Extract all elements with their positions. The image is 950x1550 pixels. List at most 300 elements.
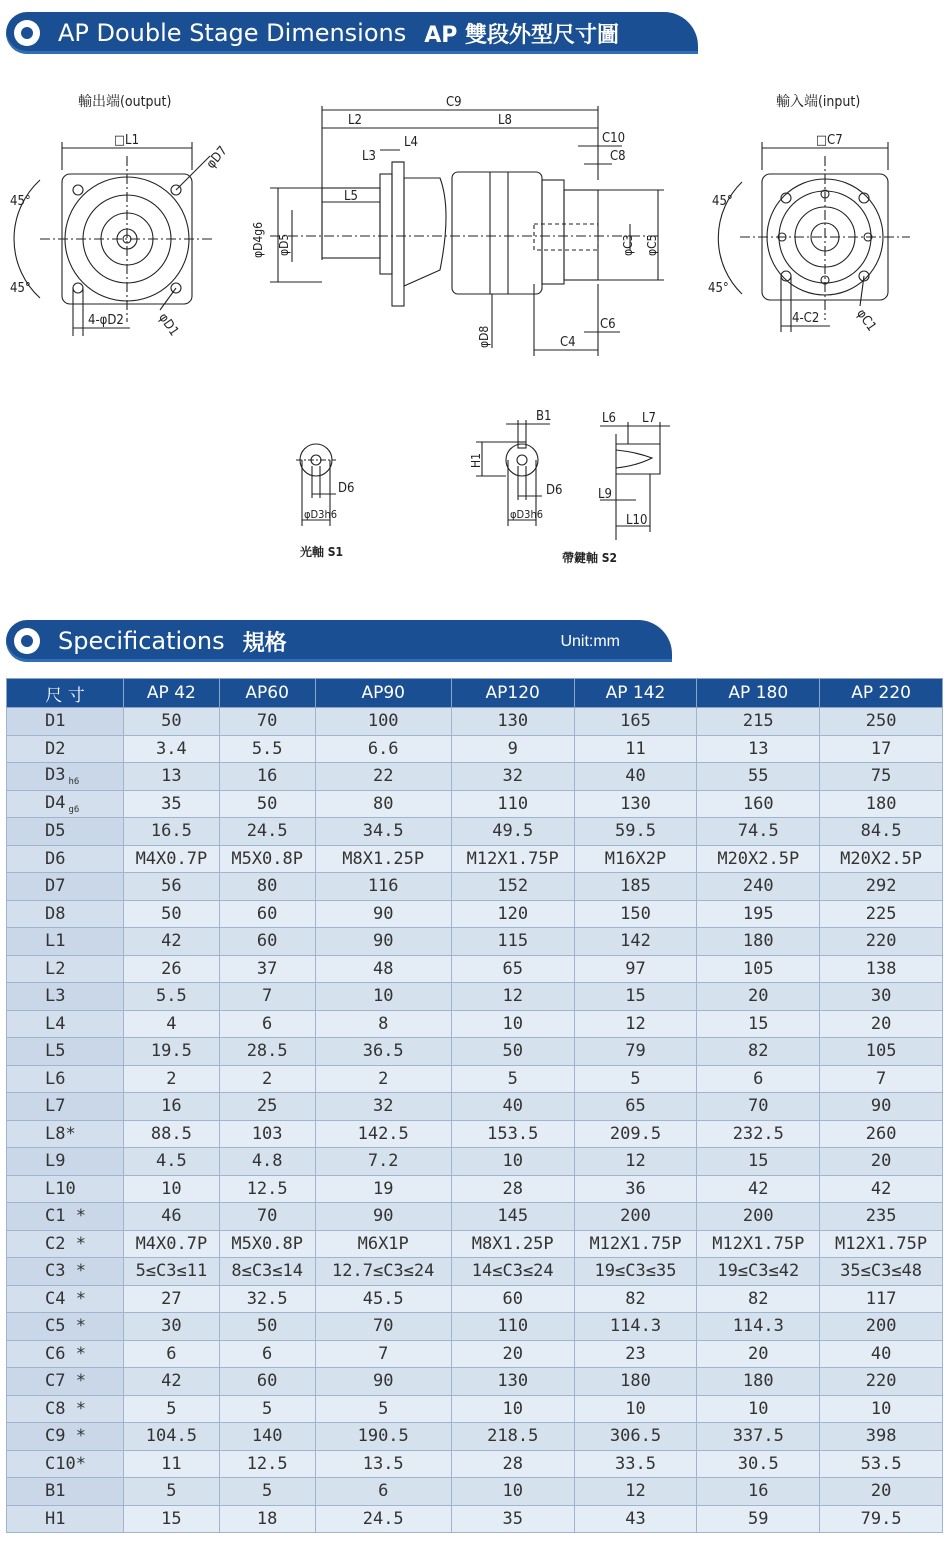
row-label-cell [7,1175,124,1203]
table-cell: M8X1.25P [451,1230,574,1258]
table-cell: 5 [219,1478,315,1506]
table-cell: M16X2P [574,845,697,873]
table-row [7,1478,943,1506]
table-cell: 42 [697,1175,820,1203]
table-row [7,1340,943,1368]
table-cell: 5 [315,1395,451,1423]
table-cell: 4.8 [219,1148,315,1176]
table-cell: 28 [451,1175,574,1203]
table-row [7,1148,943,1176]
table-cell: 10 [574,1395,697,1423]
table-cell: M8X1.25P [315,845,451,873]
table-cell: 10 [820,1395,943,1423]
table-cell: 10 [451,1010,574,1038]
table-row [7,790,943,818]
table-cell: 70 [219,708,315,736]
table-cell: 35 [451,1505,574,1533]
dim-l9: L9 [598,487,612,502]
table-cell: 40 [820,1340,943,1368]
row-label: L8* [45,1123,76,1144]
table-cell: 180 [574,1368,697,1396]
table-cell: 60 [451,1285,574,1313]
table-cell: 20 [820,1148,943,1176]
table-cell: 115 [451,928,574,956]
specifications-title-zh: 規格 [242,630,287,656]
table-cell: 25 [219,1093,315,1121]
row-label: L7 [45,1096,66,1117]
table-cell: 398 [820,1423,943,1451]
dim-c1: φC1 [853,306,879,335]
table-cell: 90 [315,900,451,928]
table-cell: 30 [820,983,943,1011]
table-cell: 40 [574,763,697,791]
dim-d8: φD8 [477,325,491,348]
table-row [7,1065,943,1093]
column-header: AP 42 [124,679,220,708]
table-cell: 220 [820,1368,943,1396]
table-cell: 8 [315,1010,451,1038]
table-cell: 103 [219,1120,315,1148]
table-cell: 55 [697,763,820,791]
table-cell: 20 [697,983,820,1011]
table-cell: 17 [820,735,943,763]
table-row [7,708,943,736]
table-cell: 35 [124,790,220,818]
table-cell: 27 [124,1285,220,1313]
dim-l10: L10 [626,513,648,528]
table-cell: 36 [574,1175,697,1203]
table-cell: 140 [219,1423,315,1451]
table-cell: 70 [697,1093,820,1121]
row-label-cell [7,983,124,1011]
table-cell: 59 [697,1505,820,1533]
table-cell: 20 [820,1010,943,1038]
row-label: L6 [45,1068,66,1089]
table-cell: M20X2.5P [820,845,943,873]
dimensions-title-zh: AP 雙段外型尺寸圖 [424,22,620,48]
dim-d4: φD4g6 [251,221,265,258]
table-cell: 22 [315,763,451,791]
row-label-cell [7,873,124,901]
table-cell: 6 [219,1340,315,1368]
table-cell: 114.3 [697,1313,820,1341]
shaft-s2-section [598,411,670,540]
row-label-cell [7,1230,124,1258]
table-cell: 292 [820,873,943,901]
table-cell: 36.5 [315,1038,451,1066]
table-cell: 24.5 [219,818,315,846]
table-cell: 34.5 [315,818,451,846]
table-cell: 15 [124,1505,220,1533]
row-label-cell [7,1093,124,1121]
row-label: L10 [45,1178,76,1199]
row-label-cell [7,1285,124,1313]
table-cell: 75 [820,763,943,791]
shaft-s1-view [296,444,354,559]
input-label: 輸入端(input) [776,94,861,110]
dim-d1: φD1 [155,310,182,339]
column-header: AP 180 [697,679,820,708]
table-row [7,900,943,928]
table-row [7,1395,943,1423]
table-cell: 90 [315,1368,451,1396]
dim-d6-s1: D6 [338,481,355,496]
table-cell: 28 [451,1450,574,1478]
table-cell: 20 [451,1340,574,1368]
table-cell: 19.5 [124,1038,220,1066]
table-cell: 105 [697,955,820,983]
column-header: AP60 [219,679,315,708]
table-row [7,983,943,1011]
table-cell: 6 [124,1340,220,1368]
table-cell: 6.6 [315,735,451,763]
row-label-cell [7,955,124,983]
table-cell: 138 [820,955,943,983]
table-cell: 7 [315,1340,451,1368]
row-label: D2 [45,738,66,759]
table-cell: 12.7≤C3≤24 [315,1258,451,1286]
table-cell: 153.5 [451,1120,574,1148]
row-label-cell [7,1148,124,1176]
table-cell: 79 [574,1038,697,1066]
table-cell: 180 [697,928,820,956]
row-label-cell [7,1313,124,1341]
angle-input-top: 45° [712,194,733,209]
table-cell: M12X1.75P [451,845,574,873]
table-cell: 5 [124,1395,220,1423]
table-cell: 65 [451,955,574,983]
table-row [7,1120,943,1148]
table-row [7,1203,943,1231]
table-body [7,708,943,1533]
row-label-cell [7,1038,124,1066]
shaft-s1-label: 光軸 S1 [300,545,344,559]
row-label-cell [7,845,124,873]
table-row [7,955,943,983]
table-cell: 15 [697,1148,820,1176]
table-cell: 3.4 [124,735,220,763]
dim-c8: C8 [610,149,626,164]
unit-label: Unit:mm [560,633,620,650]
row-label: C6 * [45,1343,86,1364]
dim-d6-s2: D6 [546,483,563,498]
table-cell: 218.5 [451,1423,574,1451]
table-cell: 43 [574,1505,697,1533]
row-label: D6 [45,848,66,869]
table-cell: 5≤C3≤11 [124,1258,220,1286]
table-cell: 19≤C3≤42 [697,1258,820,1286]
table-cell: 23 [574,1340,697,1368]
dim-d3-s1: φD3h6 [304,508,338,521]
dim-l1: □L1 [114,133,140,148]
dim-c9: C9 [446,95,462,110]
table-cell: 90 [820,1093,943,1121]
table-cell: 180 [697,1368,820,1396]
input-end-view [708,93,910,334]
table-cell: 5 [451,1065,574,1093]
table-cell: 18 [219,1505,315,1533]
table-cell: 2 [124,1065,220,1093]
table-cell: 50 [124,708,220,736]
specifications-title-en: Specifications [58,627,225,655]
table-cell: 2 [219,1065,315,1093]
column-header: AP90 [315,679,451,708]
table-cell: 9 [451,735,574,763]
row-label: D8 [45,903,66,924]
dim-c3: φC3 [621,234,635,256]
table-cell: 5 [574,1065,697,1093]
table-cell: 114.3 [574,1313,697,1341]
row-label-cell [7,1505,124,1533]
table-cell: 84.5 [820,818,943,846]
table-cell: 74.5 [697,818,820,846]
table-cell: 12 [574,1478,697,1506]
table-cell: 20 [697,1340,820,1368]
row-label: C5 * [45,1316,86,1337]
table-cell: 104.5 [124,1423,220,1451]
table-row [7,763,943,791]
table-row [7,1175,943,1203]
table-cell: 215 [697,708,820,736]
table-cell: 8≤C3≤14 [219,1258,315,1286]
table-cell: 110 [451,1313,574,1341]
row-label: D4 [45,792,66,813]
table-cell: 232.5 [697,1120,820,1148]
row-label: L3 [45,986,66,1007]
row-label: C8 * [45,1398,86,1419]
table-row [7,1038,943,1066]
table-cell: 4 [124,1010,220,1038]
dim-c4: C4 [560,335,576,350]
table-cell: 60 [219,1368,315,1396]
table-row [7,1505,943,1533]
table-cell: 209.5 [574,1120,697,1148]
angle-top: 45° [10,194,31,209]
table-cell: 116 [315,873,451,901]
table-cell: 48 [315,955,451,983]
table-header-row [7,679,943,708]
table-cell: 200 [820,1313,943,1341]
dim-c2: 4-C2 [792,311,820,326]
row-label: C3 * [45,1261,86,1282]
section-header-dimensions [6,12,698,54]
table-cell: 260 [820,1120,943,1148]
table-cell: 59.5 [574,818,697,846]
table-cell: 26 [124,955,220,983]
row-label-cell [7,1395,124,1423]
table-cell: 250 [820,708,943,736]
table-row [7,928,943,956]
table-row [7,1010,943,1038]
dim-l8: L8 [498,113,512,128]
table-cell: 142 [574,928,697,956]
table-cell: 337.5 [697,1423,820,1451]
table-row [7,1368,943,1396]
row-label-cell [7,735,124,763]
table-cell: 306.5 [574,1423,697,1451]
table-cell: 10 [451,1478,574,1506]
row-label: D5 [45,821,66,842]
table-cell: 240 [697,873,820,901]
table-cell: M4X0.7P [124,845,220,873]
shaft-s2-view [469,409,617,565]
dim-l6: L6 [602,411,616,426]
table-cell: 130 [574,790,697,818]
table-cell: M6X1P [315,1230,451,1258]
row-label: B1 [45,1481,66,1502]
table-cell: 5.5 [124,983,220,1011]
table-row [7,1313,943,1341]
table-cell: 42 [124,928,220,956]
table-cell: 6 [219,1010,315,1038]
table-cell: 80 [219,873,315,901]
table-cell: 165 [574,708,697,736]
row-label: L2 [45,958,66,979]
table-cell: 10 [451,1395,574,1423]
table-cell: M12X1.75P [697,1230,820,1258]
table-row [7,1285,943,1313]
bullet-circle-icon [14,20,40,46]
angle-input-bottom: 45° [708,281,729,296]
table-cell: M5X0.8P [219,845,315,873]
table-row [7,818,943,846]
table-cell: 15 [574,983,697,1011]
table-cell: 45.5 [315,1285,451,1313]
table-row [7,873,943,901]
table-cell: 28.5 [219,1038,315,1066]
table-cell: 10 [451,1148,574,1176]
section-header-specifications [6,620,672,662]
table-cell: 145 [451,1203,574,1231]
dim-c7: □C7 [816,133,843,148]
row-label-cell [7,1203,124,1231]
table-cell: 33.5 [574,1450,697,1478]
table-cell: 50 [219,1313,315,1341]
row-label: C9 * [45,1426,86,1447]
table-cell: 10 [315,983,451,1011]
table-cell: 80 [315,790,451,818]
table-cell: 35≤C3≤48 [820,1258,943,1286]
table-cell: 2 [315,1065,451,1093]
table-cell: 7 [820,1065,943,1093]
row-label: L5 [45,1041,66,1062]
table-cell: 235 [820,1203,943,1231]
table-cell: 100 [315,708,451,736]
row-label-cell [7,1258,124,1286]
dim-c5: φC5 [645,234,659,256]
table-cell: 142.5 [315,1120,451,1148]
row-label: D3 [45,765,66,786]
row-label-cell [7,818,124,846]
output-end-view [10,93,231,339]
specifications-table [6,678,943,1533]
table-cell: 49.5 [451,818,574,846]
table-cell: 46 [124,1203,220,1231]
row-label: L1 [45,931,66,952]
row-label: L4 [45,1013,66,1034]
table-cell: 220 [820,928,943,956]
output-label: 輸出端(output) [78,94,172,110]
table-cell: 225 [820,900,943,928]
dim-l4: L4 [404,135,418,150]
table-cell: 65 [574,1093,697,1121]
row-label-cell [7,708,124,736]
table-cell: 12.5 [219,1175,315,1203]
table-cell: 14≤C3≤24 [451,1258,574,1286]
table-cell: 5 [219,1395,315,1423]
table-cell: M12X1.75P [820,1230,943,1258]
table-cell: 60 [219,900,315,928]
row-label: D7 [45,876,66,897]
table-row [7,1093,943,1121]
row-label-cell [7,790,124,818]
row-label-cell [7,928,124,956]
row-label-cell [7,1340,124,1368]
table-cell: 10 [697,1395,820,1423]
table-cell: 40 [451,1093,574,1121]
table-cell: 7.2 [315,1148,451,1176]
dimensions-title-en: AP Double Stage Dimensions [58,19,407,47]
row-label: C4 * [45,1288,86,1309]
dim-l3: L3 [362,149,376,164]
row-label-tolerance: h6 [68,777,80,788]
table-cell: M12X1.75P [574,1230,697,1258]
row-label: C7 * [45,1371,86,1392]
table-cell: 190.5 [315,1423,451,1451]
table-cell: M4X0.7P [124,1230,220,1258]
table-cell: 70 [219,1203,315,1231]
row-label: L9 [45,1151,66,1172]
table-cell: 150 [574,900,697,928]
table-cell: 53.5 [820,1450,943,1478]
column-header: AP 220 [820,679,943,708]
row-label-cell [7,1065,124,1093]
row-label-cell [7,1368,124,1396]
table-cell: 82 [697,1285,820,1313]
table-row [7,735,943,763]
table-cell: 120 [451,900,574,928]
table-cell: 200 [574,1203,697,1231]
table-cell: 70 [315,1313,451,1341]
dim-d3-s2: φD3h6 [510,508,544,521]
row-label-cell [7,1423,124,1451]
dim-b1: B1 [536,409,552,424]
dim-l5: L5 [344,189,358,204]
column-header: AP120 [451,679,574,708]
dim-c10: C10 [602,131,626,146]
table-row [7,845,943,873]
row-label-tolerance: g6 [68,804,80,815]
table-cell: 180 [820,790,943,818]
table-cell: 90 [315,1203,451,1231]
column-header: 尺 寸 [7,679,124,708]
table-cell: 60 [219,928,315,956]
column-header: AP 142 [574,679,697,708]
table-cell: 16 [124,1093,220,1121]
table-cell: 16 [697,1478,820,1506]
table-cell: 13 [124,763,220,791]
table-row [7,1230,943,1258]
table-cell: 6 [315,1478,451,1506]
table-cell: 200 [697,1203,820,1231]
table-cell: 12.5 [219,1450,315,1478]
dim-d7: φD7 [203,143,231,172]
table-cell: 12 [451,983,574,1011]
table-cell: 82 [574,1285,697,1313]
row-label-cell [7,1010,124,1038]
row-label: C2 * [45,1233,86,1254]
table-cell: 5 [124,1478,220,1506]
